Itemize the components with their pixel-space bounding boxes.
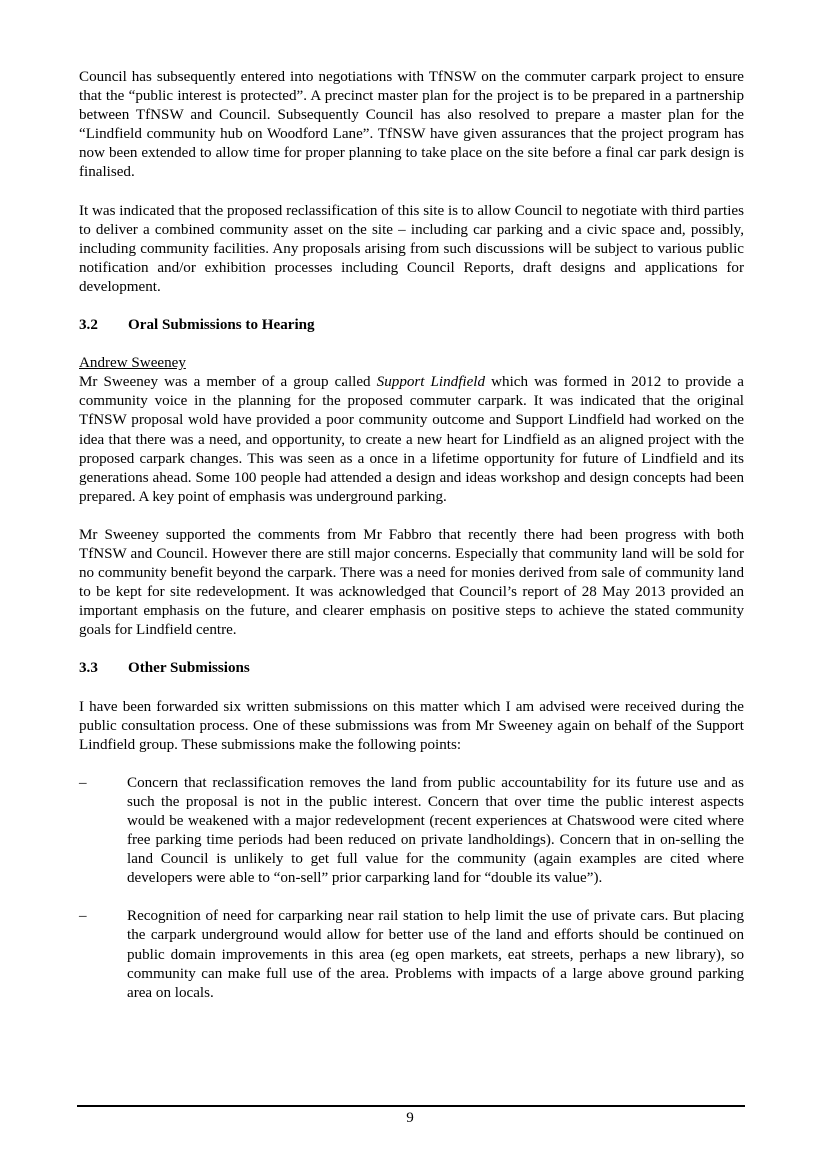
list-item: [79, 907, 744, 1002]
section-number: 3.3: [79, 660, 98, 677]
section-number: 3.2: [79, 317, 98, 334]
section-title: Oral Submissions to Hearing: [128, 317, 315, 334]
dash-bullet: –: [79, 908, 87, 925]
dash-bullet: –: [79, 774, 87, 791]
list-item-text: Concern that reclassification removes the land from public accountability for its future use and as such the proposal is not in the public interest. Concern that over time the public interest aspects would be weakened with a major redevelopment (recent experiences at Chatswood were cited where free parking time periods had been reduced on private landholdings). Concern that in on-selling the land Council is unlikely to get full value for the community (again examples are cited where developers were able to “on-sell” prior carparking land for “double its value”).: [127, 774, 744, 887]
list-item-text: Recognition of need for carparking near rail station to help limit the use of private cars. But placing the carpark underground would allow for better use of the land and efforts should be continued on public domain improvements in this area (eg open markets, eat streets, perhaps a new library), so community can make full use of the area. Problems with impacts of a large above ground parking area on locals.: [127, 908, 744, 1001]
paragraph-submissions-intro: I have been forwarded six written submissions on this matter which I am advised were received during the public consultation process. One of these submissions was from Mr Sweeney again on behalf of the Support Lindfield group. These submissions make the following points:: [79, 698, 744, 753]
text-segment: Mr Sweeney was a member of a group called: [79, 374, 377, 391]
section-heading-3-2: [79, 316, 744, 335]
page-number: 9: [406, 1110, 414, 1126]
document-page: [79, 68, 744, 1022]
speaker-name: Andrew Sweeney: [79, 355, 186, 372]
paragraph-negotiations: Council has subsequently entered into negotiations with TfNSW on the commuter carpark project to ensure that the “public interest is protected”. A precinct master plan for the project is to be prepared in a partnership between TfNSW and Council. Subsequently Council has also resolved to prepare a master plan for the “Lindfield community hub on Woodford Lane”. TfNSW have given assurances that the project program has now been extended to allow time for proper planning to take place on the site before a final car park design is finalised.: [79, 69, 744, 181]
section-title: Other Submissions: [128, 660, 250, 677]
group-name-italic: Support Lindfield: [376, 374, 486, 391]
paragraph-reclassification-purpose: It was indicated that the proposed reclassification of this site is to allow Council to negotiate with third parties to deliver a combined community asset on the site – including car parking and a civic space and, possibly, including community facilities. Any proposals arising from such discussions will be subject to various public notification and/or exhibition processes including Council Reports, draft designs and applications for development.: [79, 202, 744, 295]
submission-points-list: [79, 774, 744, 1003]
text-segment: which was formed in 2012 to provide a community voice in the planning for the proposed commuter carpark. It was indicated that the original TfNSW proposal wold have provided a poor community outcome and Support Lindfield had worked on the idea that there was a need, and opportunity, to create a new heart for Lindfield as an aligned project with the proposed carpark changes. This was seen as a once in a lifetime opportunity for future of Lindfield and its generations ahead. Some 100 people had attended a design and ideas workshop and design concepts had been prepared. A key point of emphasis was underground parking.: [79, 374, 745, 505]
section-heading-3-3: [79, 659, 744, 678]
list-item: [79, 774, 744, 889]
paragraph-sweeney-1: [79, 354, 744, 507]
footer-divider: [77, 1105, 745, 1107]
paragraph-sweeney-2: Mr Sweeney supported the comments from Mr Fabbro that recently there had been progress with both TfNSW and Council. However there are still major concerns. Especially that community land will be sold for no community benefit beyond the carpark. There was a need for monies derived from sale of community land to be kept for site redevelopment. It was acknowledged that Council’s report of 28 May 2013 provided an important emphasis on the future, and clearer emphasis on positive steps to achieve the stated community goals for Lindfield centre.: [79, 526, 744, 639]
